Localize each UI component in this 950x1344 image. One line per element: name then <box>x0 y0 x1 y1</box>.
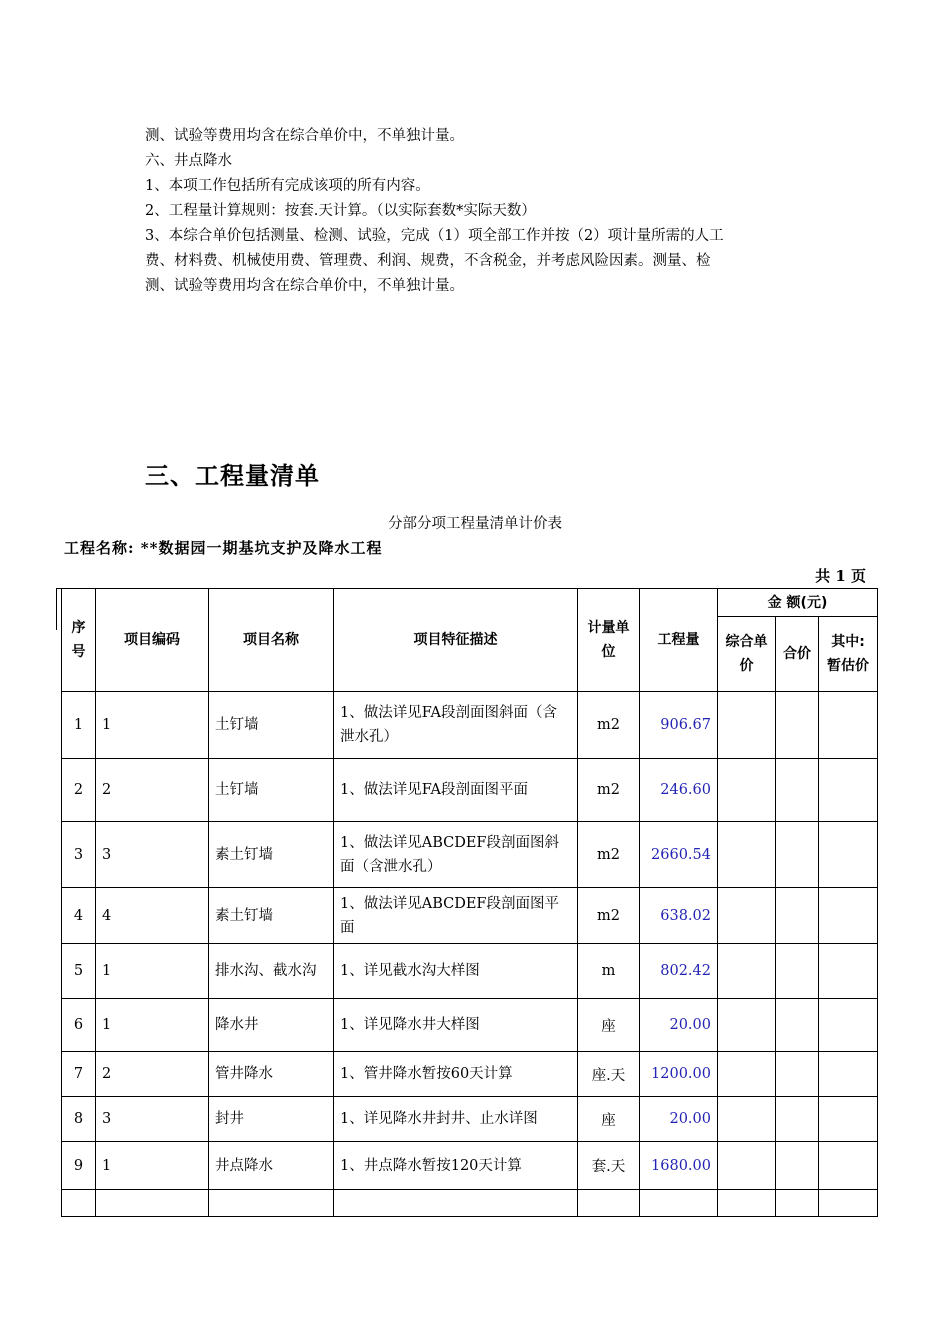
header-feature: 项目特征描述 <box>334 589 578 692</box>
cell-unit: 套.天 <box>578 1142 640 1190</box>
paragraph-line: 费、材料费、机械使用费、管理费、利润、规费，不含税金，并考虑风险因素。测量、检 <box>145 253 711 269</box>
cell-unit: m2 <box>578 692 640 759</box>
cell-seq: 8 <box>62 1097 96 1142</box>
table-row <box>62 1142 878 1190</box>
cell-name: 土钉墙 <box>209 759 334 822</box>
cell-feature: 1、井点降水暂按120天计算 <box>334 1142 578 1190</box>
cell-code: 2 <box>96 1052 209 1097</box>
cell-unit: 座 <box>578 999 640 1052</box>
header-total: 合价 <box>776 617 819 692</box>
cell-seq: 2 <box>62 759 96 822</box>
cell-unit-price <box>718 1052 776 1097</box>
cell-provisional <box>819 822 878 888</box>
cell-unit: m2 <box>578 822 640 888</box>
cell-unit: m2 <box>578 888 640 944</box>
cell-total <box>776 1142 819 1190</box>
header-code: 项目编码 <box>96 589 209 692</box>
cell-code: 1 <box>96 1142 209 1190</box>
table-row <box>62 822 878 888</box>
cell-feature: 1、详见降水井大样图 <box>334 999 578 1052</box>
table-left-rule <box>56 588 57 630</box>
table-header <box>62 589 878 692</box>
cell-quantity: 638.02 <box>640 888 718 944</box>
header-quantity: 工程量 <box>640 589 718 692</box>
cell-code: 3 <box>96 1097 209 1142</box>
cell-unit-price <box>718 822 776 888</box>
section-title: 三、工程量清单 <box>145 462 320 490</box>
cell-quantity: 246.60 <box>640 759 718 822</box>
cell-unit-price <box>718 944 776 999</box>
table-row <box>62 1097 878 1142</box>
cell-total <box>776 692 819 759</box>
cell-feature: 1、做法详见ABCDEF段剖面图斜面（含泄水孔） <box>334 822 578 888</box>
specification-text <box>145 124 815 299</box>
cell-seq: 4 <box>62 888 96 944</box>
cell-name: 土钉墙 <box>209 692 334 759</box>
cell-provisional <box>819 999 878 1052</box>
header-unit-price: 综合单价 <box>718 617 776 692</box>
cell-provisional <box>819 759 878 822</box>
cell-unit-price <box>718 1097 776 1142</box>
cell-seq: 5 <box>62 944 96 999</box>
cell-feature: 1、做法详见FA段剖面图平面 <box>334 759 578 822</box>
cell-provisional <box>819 1142 878 1190</box>
cell-provisional <box>819 944 878 999</box>
cell-name: 素土钉墙 <box>209 888 334 944</box>
cell-quantity: 1200.00 <box>640 1052 718 1097</box>
cell-total <box>776 1052 819 1097</box>
cell-seq: 3 <box>62 822 96 888</box>
cell-quantity: 20.00 <box>640 1097 718 1142</box>
cell-quantity: 20.00 <box>640 999 718 1052</box>
table-row-empty <box>62 1190 878 1217</box>
cell-unit-price <box>718 692 776 759</box>
cell-code: 1 <box>96 944 209 999</box>
table-row <box>62 888 878 944</box>
page-count: 共 1 页 <box>815 567 866 585</box>
cell-code: 3 <box>96 822 209 888</box>
cell-unit: m <box>578 944 640 999</box>
cell-name: 排水沟、截水沟 <box>209 944 334 999</box>
cell-name: 井点降水 <box>209 1142 334 1190</box>
cell-seq: 9 <box>62 1142 96 1190</box>
cell-seq: 7 <box>62 1052 96 1097</box>
paragraph-line: 2、工程量计算规则：按套.天计算。（以实际套数*实际天数） <box>145 203 536 219</box>
cell-name: 素土钉墙 <box>209 822 334 888</box>
cell-code: 2 <box>96 759 209 822</box>
paragraph-line: 3、本综合单价包括测量、检测、试验，完成（1）项全部工作并按（2）项计量所需的人工 <box>145 228 724 244</box>
header-seq: 序号 <box>62 589 96 692</box>
header-provisional: 其中:暂估价 <box>819 617 878 692</box>
cell-feature: 1、做法详见ABCDEF段剖面图平面 <box>334 888 578 944</box>
paragraph-line: 测、试验等费用均含在综合单价中，不单独计量。 <box>145 128 464 144</box>
cell-name: 降水井 <box>209 999 334 1052</box>
cell-total <box>776 1097 819 1142</box>
table-row <box>62 692 878 759</box>
table-row <box>62 999 878 1052</box>
table-body <box>62 692 878 1217</box>
table-row <box>62 944 878 999</box>
cell-quantity: 906.67 <box>640 692 718 759</box>
cell-total <box>776 822 819 888</box>
cell-unit-price <box>718 999 776 1052</box>
cell-feature: 1、详见截水沟大样图 <box>334 944 578 999</box>
cell-quantity: 2660.54 <box>640 822 718 888</box>
cell-feature: 1、管井降水暂按60天计算 <box>334 1052 578 1097</box>
cell-total <box>776 888 819 944</box>
cell-provisional <box>819 1097 878 1142</box>
cell-code: 1 <box>96 692 209 759</box>
paragraph-line: 六、井点降水 <box>145 153 232 169</box>
cell-unit-price <box>718 888 776 944</box>
cell-quantity: 802.42 <box>640 944 718 999</box>
cell-seq: 6 <box>62 999 96 1052</box>
cell-provisional <box>819 1052 878 1097</box>
cell-total <box>776 759 819 822</box>
cell-total <box>776 944 819 999</box>
bill-of-quantities-table <box>61 588 878 1217</box>
cell-total <box>776 999 819 1052</box>
cell-unit: 座.天 <box>578 1052 640 1097</box>
project-name: 工程名称: **数据园一期基坑支护及降水工程 <box>64 539 383 557</box>
cell-feature: 1、做法详见FA段剖面图斜面（含泄水孔） <box>334 692 578 759</box>
cell-name: 封井 <box>209 1097 334 1142</box>
table-title: 分部分项工程量清单计价表 <box>388 516 562 532</box>
cell-seq: 1 <box>62 692 96 759</box>
cell-unit: 座 <box>578 1097 640 1142</box>
cell-feature: 1、详见降水井封井、止水详图 <box>334 1097 578 1142</box>
paragraph-line: 1、本项工作包括所有完成该项的所有内容。 <box>145 178 430 194</box>
cell-quantity: 1680.00 <box>640 1142 718 1190</box>
cell-unit: m2 <box>578 759 640 822</box>
cell-provisional <box>819 692 878 759</box>
cell-code: 4 <box>96 888 209 944</box>
table-row <box>62 1052 878 1097</box>
cell-provisional <box>819 888 878 944</box>
header-unit: 计量单位 <box>578 589 640 692</box>
cell-unit-price <box>718 1142 776 1190</box>
cell-name: 管井降水 <box>209 1052 334 1097</box>
header-name: 项目名称 <box>209 589 334 692</box>
cell-code: 1 <box>96 999 209 1052</box>
cell-unit-price <box>718 759 776 822</box>
table-row <box>62 759 878 822</box>
header-amount-group: 金 额(元) <box>718 589 878 617</box>
paragraph-line: 测、试验等费用均含在综合单价中，不单独计量。 <box>145 278 464 294</box>
